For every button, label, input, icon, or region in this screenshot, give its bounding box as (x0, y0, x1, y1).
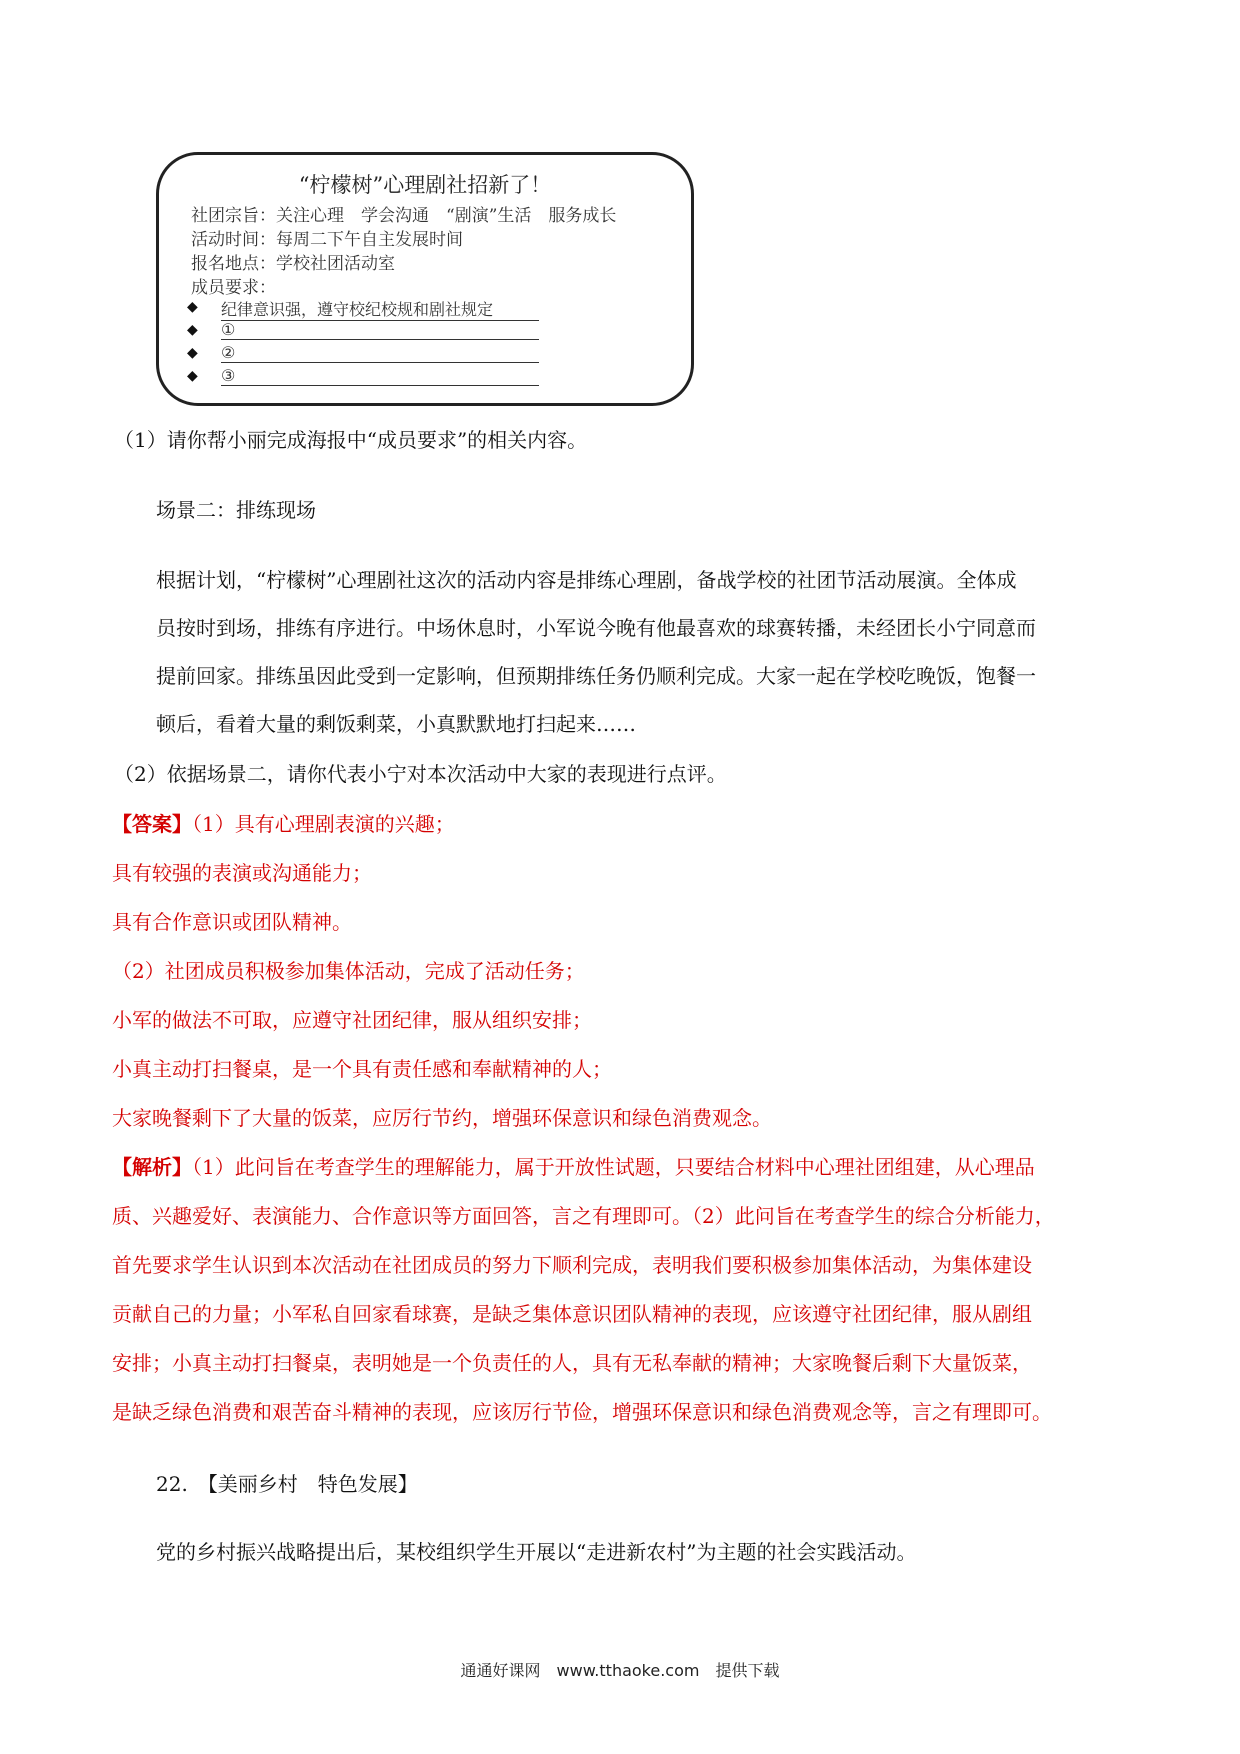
analysis-label: 【解析】 (112, 1155, 192, 1179)
answer-line: 小军的做法不可取，应遵守社团纪律，服从组织安排； (112, 1008, 592, 1032)
answer-line: 【答案】（1）具有心理剧表演的兴趣； (112, 812, 455, 836)
poster-blank-1: ① (221, 320, 539, 340)
poster-purpose: 社团宗旨：关注心理 学会沟通 “剧演”生活 服务成长 (191, 206, 617, 226)
recruitment-poster (156, 152, 694, 406)
answer-label: 【答案】 (112, 812, 192, 836)
poster-requirement-label: 成员要求： (191, 278, 276, 298)
answer-line: （2）社团成员积极参加集体活动，完成了活动任务； (112, 959, 585, 983)
poster-blank-3: ③ (221, 366, 539, 386)
question-22-title: 22. 【美丽乡村 特色发展】 (156, 1472, 418, 1496)
question-1: （1）请你帮小丽完成海报中“成员要求”的相关内容。 (114, 428, 588, 452)
poster-requirement-1: 纪律意识强，遵守校纪校规和剧社规定 (221, 297, 539, 321)
diamond-bullet-icon: ◆ (187, 322, 198, 338)
scene2-paragraph-line: 员按时到场，排练有序进行。中场休息时，小军说今晚有他最喜欢的球赛转播，未经团长小宁同意而 (156, 616, 1036, 640)
answer-line: 具有较强的表演或沟通能力； (112, 861, 372, 885)
poster-title: “柠檬树”心理剧社招新了！ (298, 173, 552, 197)
analysis-line: 安排；小真主动打扫餐桌，表明她是一个负责任的人，具有无私奉献的精神；大家晚餐后剩下大量饭菜， (112, 1351, 1032, 1375)
scene2-paragraph-line: 根据计划，“柠檬树”心理剧社这次的活动内容是排练心理剧，备战学校的社团节活动展演。全体成 (156, 568, 1017, 592)
answer-line: 小真主动打扫餐桌，是一个具有责任感和奉献精神的人； (112, 1057, 612, 1081)
question-2: （2）依据场景二，请你代表小宁对本次活动中大家的表现进行点评。 (114, 762, 727, 786)
answer-line: 具有合作意识或团队精神。 (112, 910, 352, 934)
scene2-title: 场景二：排练现场 (156, 498, 316, 522)
poster-time: 活动时间：每周二下午自主发展时间 (191, 230, 463, 250)
analysis-line: 【解析】（1）此问旨在考查学生的理解能力，属于开放性试题，只要结合材料中心理社团组建，从心理品 (112, 1155, 1035, 1179)
scene2-paragraph-line: 顿后，看着大量的剩饭剩菜，小真默默地打扫起来…… (156, 712, 636, 736)
poster-place: 报名地点：学校社团活动室 (191, 254, 395, 274)
diamond-bullet-icon: ◆ (187, 345, 198, 361)
analysis-line: 贡献自己的力量；小军私自回家看球赛，是缺乏集体意识团队精神的表现，应该遵守社团纪律，服从剧组 (112, 1302, 1032, 1326)
answer-line: 大家晚餐剩下了大量的饭菜，应厉行节约，增强环保意识和绿色消费观念。 (112, 1106, 772, 1130)
analysis-line: 是缺乏绿色消费和艰苦奋斗精神的表现，应该厉行节俭，增强环保意识和绿色消费观念等，言之有理即可。 (112, 1400, 1052, 1424)
analysis-line: 质、兴趣爱好、表演能力、合作意识等方面回答，言之有理即可。（2）此问旨在考查学生的综合分析能力， (112, 1204, 1055, 1228)
diamond-bullet-icon: ◆ (187, 299, 198, 315)
scene2-paragraph-line: 提前回家。排练虽因此受到一定影响，但预期排练任务仍顺利完成。大家一起在学校吃晚饭，饱餐一 (156, 664, 1036, 688)
analysis-line: 首先要求学生认识到本次活动在社团成员的努力下顺利完成，表明我们要积极参加集体活动，为集体建设 (112, 1253, 1032, 1277)
question-22-text: 党的乡村振兴战略提出后，某校组织学生开展以“走进新农村”为主题的社会实践活动。 (156, 1540, 917, 1564)
poster-blank-2: ② (221, 343, 539, 363)
page-footer: 通通好课网 www.tthaoke.com 提供下载 (460, 1661, 780, 1680)
diamond-bullet-icon: ◆ (187, 368, 198, 384)
